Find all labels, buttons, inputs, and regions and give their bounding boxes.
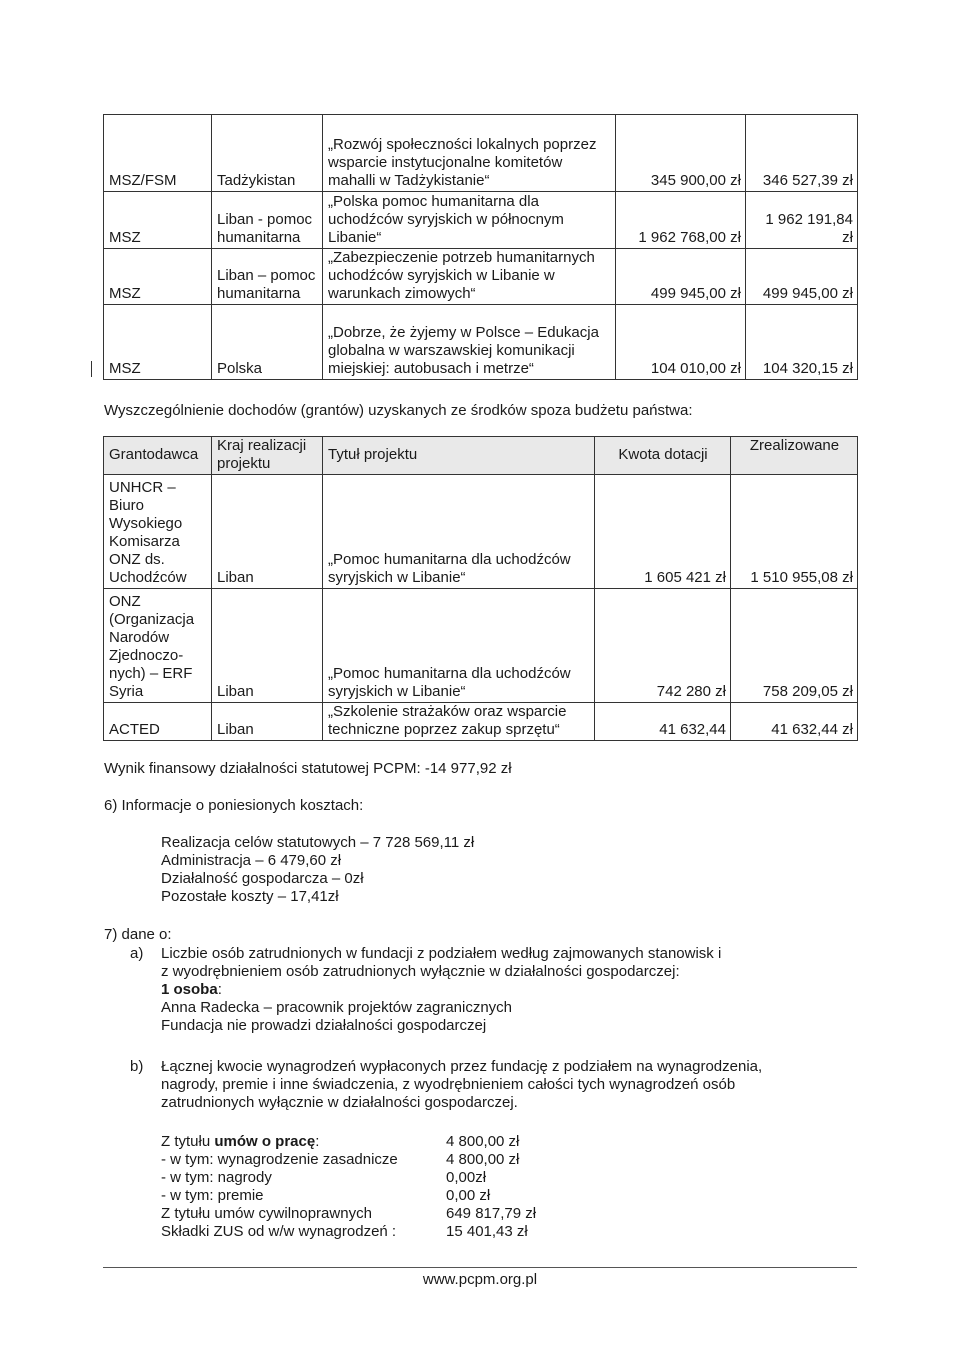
margin-mark bbox=[91, 361, 92, 377]
salary-label-text: Z tytułu bbox=[161, 1133, 215, 1150]
cost-item: Działalność gospodarcza – 0zł bbox=[161, 870, 364, 887]
funder-cell: MSZ bbox=[104, 305, 212, 380]
title-cell: „Pomoc humanitarna dla uchodźców syryjskich w Libanie“ bbox=[323, 589, 595, 703]
item-b-text: nagrody, premie i inne świadczenia, z wyodrębnieniem całości tych wynagrodzeń osób bbox=[161, 1076, 736, 1093]
employee-count bbox=[161, 981, 721, 999]
cost-item: Administracja – 6 479,60 zł bbox=[161, 852, 342, 869]
funder-cell: MSZ/FSM bbox=[104, 115, 212, 192]
table-row bbox=[104, 305, 858, 380]
salary-value: 0,00zł bbox=[446, 1169, 487, 1186]
funder-cell: MSZ bbox=[104, 192, 212, 249]
item-b-text: Łącznej kwocie wynagrodzeń wypłaconych przez fundację z podziałem na wynagrodzenia, bbox=[161, 1058, 763, 1075]
title-cell: „Rozwój społeczności lokalnych poprzez wsparcie instytucjonalne komitetów mahalli w Tadżykistanie“ bbox=[323, 115, 616, 192]
employee-count-colon: : bbox=[217, 981, 222, 998]
salary-label-bold: umów o pracę bbox=[214, 1133, 316, 1150]
country-cell: Liban – pomoc humanitarna bbox=[212, 249, 323, 305]
grantor-cell: UNHCR – Biuro Wysokiego Komisarza ONZ ds. Uchodźców bbox=[104, 475, 212, 589]
realized-cell: 346 527,39 zł bbox=[746, 115, 858, 192]
country-cell: Polska bbox=[212, 305, 323, 380]
employee-count-value: 1 osoba bbox=[161, 981, 218, 998]
cost-item: Pozostałe koszty – 17,41zł bbox=[161, 888, 339, 905]
projects-table bbox=[103, 114, 858, 380]
title-cell: „Polska pomoc humanitarna dla uchodźców syryjskich w północnym Libanie“ bbox=[323, 192, 616, 249]
salary-label: Składki ZUS od w/w wynagrodzeń : bbox=[161, 1223, 397, 1240]
title-cell: „Pomoc humanitarna dla uchodźców syryjskich w Libanie“ bbox=[323, 475, 595, 589]
cost-item: Realizacja celów statutowych – 7 728 569,11 zł bbox=[161, 834, 475, 851]
business-activity-note: Fundacja nie prowadzi działalności gospodarczej bbox=[161, 1017, 487, 1034]
realized-cell: 104 320,15 zł bbox=[746, 305, 858, 380]
title-cell: „Dobrze, że żyjemy w Polsce – Edukacja globalna w warszawskiej komunikacji miejskiej: autobusach i metrze“ bbox=[323, 305, 616, 380]
country-cell: Tadżykistan bbox=[212, 115, 323, 192]
item-a-text: Liczbie osób zatrudnionych w fundacji z podziałem według zajmowanych stanowisk i bbox=[161, 945, 722, 962]
table-row bbox=[104, 192, 858, 249]
item-b-text: zatrudnionych wyłącznie w działalności gospodarczej. bbox=[161, 1094, 518, 1111]
table-row bbox=[104, 703, 858, 741]
amount-cell: 499 945,00 zł bbox=[616, 249, 746, 305]
title-cell: „Szkolenie strażaków oraz wsparcie techniczne poprzez zakup sprzętu“ bbox=[323, 703, 595, 741]
country-cell: Liban bbox=[212, 475, 323, 589]
salary-value: 4 800,00 zł bbox=[446, 1133, 520, 1150]
section-6-heading: 6) Informacje o poniesionych kosztach: bbox=[104, 797, 364, 814]
salary-labels bbox=[161, 1133, 398, 1241]
salary-value: 0,00 zł bbox=[446, 1187, 491, 1204]
amount-cell: 104 010,00 zł bbox=[616, 305, 746, 380]
section-7-heading: 7) dane o: bbox=[104, 926, 172, 943]
salary-label-suffix: : bbox=[315, 1133, 320, 1150]
grantor-cell: ACTED bbox=[104, 703, 212, 741]
grants-table bbox=[103, 436, 858, 741]
col-header-grantor: Grantodawca bbox=[104, 437, 212, 475]
table-row bbox=[104, 115, 858, 192]
salary-values bbox=[446, 1133, 536, 1241]
item-b-label: b) bbox=[130, 1058, 144, 1075]
grants-heading: Wyszczególnienie dochodów (grantów) uzyskanych ze środków spoza budżetu państwa: bbox=[104, 402, 693, 419]
realized-cell: 758 209,05 zł bbox=[731, 589, 858, 703]
table-row bbox=[104, 249, 858, 305]
col-header-amount: Kwota dotacji bbox=[595, 437, 731, 475]
salary-label: - w tym: wynagrodzenie zasadnicze bbox=[161, 1151, 398, 1168]
item-a-text: z wyodrębnieniem osób zatrudnionych wyłącznie w działalności gospodarczej: bbox=[161, 963, 680, 980]
item-a-label: a) bbox=[130, 945, 144, 962]
realized-cell: 1 962 191,84 zł bbox=[746, 192, 858, 249]
amount-cell: 742 280 zł bbox=[595, 589, 731, 703]
salary-value: 15 401,43 zł bbox=[446, 1223, 528, 1240]
salary-label: Z tytułu umów cywilnoprawnych bbox=[161, 1205, 372, 1222]
amount-cell: 1 605 421 zł bbox=[595, 475, 731, 589]
item-a-body bbox=[161, 945, 721, 1035]
amount-cell: 41 632,44 bbox=[595, 703, 731, 741]
salary-label: - w tym: nagrody bbox=[161, 1169, 272, 1186]
amount-cell: 1 962 768,00 zł bbox=[616, 192, 746, 249]
col-header-title: Tytuł projektu bbox=[323, 437, 595, 475]
realized-cell: 41 632,44 zł bbox=[731, 703, 858, 741]
realized-cell: 499 945,00 zł bbox=[746, 249, 858, 305]
financial-result: Wynik finansowy działalności statutowej PCPM: -14 977,92 zł bbox=[104, 760, 512, 777]
amount-cell: 345 900,00 zł bbox=[616, 115, 746, 192]
realized-cell: 1 510 955,08 zł bbox=[731, 475, 858, 589]
col-header-realized: Zrealizowane bbox=[731, 437, 858, 475]
salary-value: 649 817,79 zł bbox=[446, 1205, 537, 1222]
salary-label: - w tym: premie bbox=[161, 1187, 264, 1204]
col-header-country: Kraj realizacji projektu bbox=[212, 437, 323, 475]
funder-cell: MSZ bbox=[104, 249, 212, 305]
employee-name: Anna Radecka – pracownik projektów zagranicznych bbox=[161, 999, 513, 1016]
country-cell: Liban bbox=[212, 703, 323, 741]
grantor-cell: ONZ (Organizacja Narodów Zjednoczo-nych) – ERF Syria bbox=[104, 589, 212, 703]
salary-value: 4 800,00 zł bbox=[446, 1151, 520, 1168]
country-cell: Liban - pomoc humanitarna bbox=[212, 192, 323, 249]
costs-list bbox=[161, 834, 474, 906]
table-header-row bbox=[104, 437, 858, 475]
title-cell: „Zabezpieczenie potrzeb humanitarnych uchodźców syryjskich w Libanie w warunkach zimowych“ bbox=[323, 249, 616, 305]
item-b-body bbox=[161, 1058, 762, 1112]
country-cell: Liban bbox=[212, 589, 323, 703]
footer-url[interactable]: www.pcpm.org.pl bbox=[422, 1271, 538, 1288]
footer-divider bbox=[103, 1267, 857, 1268]
table-row bbox=[104, 475, 858, 589]
table-row bbox=[104, 589, 858, 703]
salary-label bbox=[161, 1133, 398, 1151]
